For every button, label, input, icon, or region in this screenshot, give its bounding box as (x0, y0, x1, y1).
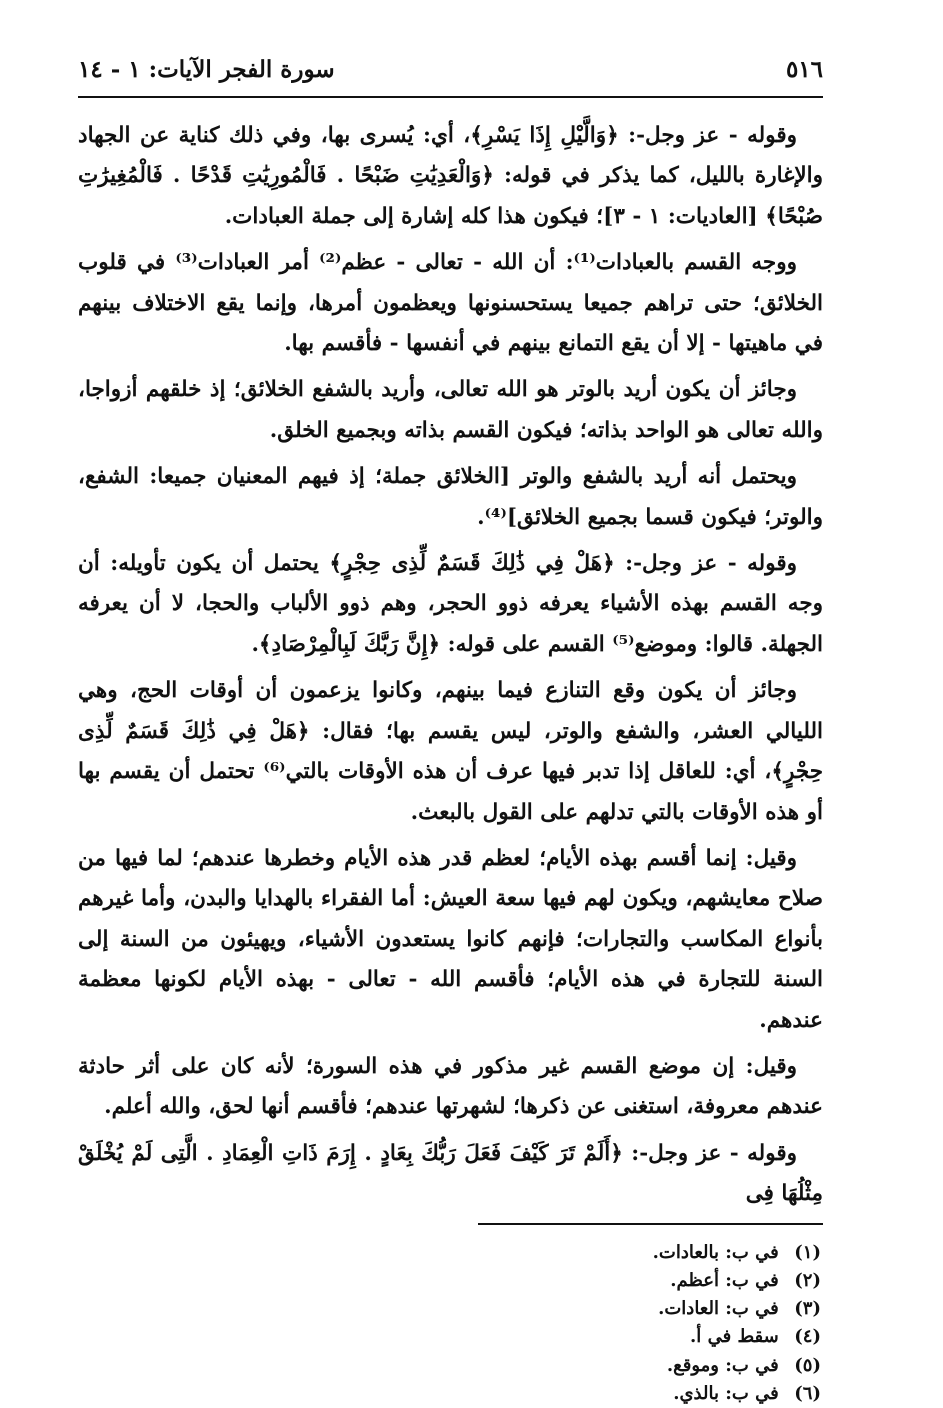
footnote-item (78, 1323, 821, 1351)
footnote-text: في ب: بالعادات. (652, 1241, 779, 1263)
paragraph: وقيل: إنما أقسم بهذه الأيام؛ لعظم قدر هذه الأيام وخطرها عندهم؛ لما فيها من صلاح معايشهم، ويكون لهم فيها سعة العيش: أما الفقراء بالهدايا والبدن، وأما غيرهم بأنواع المكاسب والتجارات؛ فإنهم كانوا يستعدون الأشياء، ويهيئون من السنة إلى السنة للتجارة في هذه الأيام؛ فأقسم الله - تعالى - بهذه الأيام لكونها معظمة عندهم. (78, 845, 823, 1033)
footnote-number: (٥) (794, 1354, 821, 1376)
paragraph: ووجه القسم بالعبادات⁽¹⁾: أن الله - تعالى - عظم⁽²⁾ أمر العبادات⁽³⁾ في قلوب الخلائق؛ حتى تراهم جميعا يستحسنونها ويعظمون أمرها، وإنما يقع الاختلاف بينهم في ماهيتها - إلا أن يقع التمانع بينهم في أنفسها - فأقسم بها. (78, 250, 823, 357)
footnote-number: (١) (794, 1241, 821, 1263)
footnote-text: سقط في أ. (690, 1326, 779, 1348)
footnote-item (78, 1239, 821, 1267)
footnote-item (78, 1352, 821, 1380)
paragraph: ويحتمل أنه أريد بالشفع والوتر [الخلائق جملة؛ إذ فيهم المعنيان جميعا: الشفع، والوتر؛ فيكون قسما بجميع الخلائق]⁽⁴⁾. (78, 464, 823, 530)
footnote-item (78, 1295, 821, 1323)
paragraph: وقيل: إن موضع القسم غير مذكور في هذه السورة؛ لأنه كان على أثر حادثة عندهم معروفة، استغنى عن ذكرها؛ لشهرتها عندهم؛ فأقسم أنها لحق، والله أعلم. (78, 1053, 823, 1120)
book-page (78, 52, 823, 1405)
footnote-text: في ب: بالذي. (673, 1383, 779, 1405)
footnote-number: (٦) (794, 1383, 821, 1405)
footnote-text: في ب: أعظم. (670, 1269, 779, 1291)
footnote-number: (٣) (794, 1298, 821, 1320)
paragraph: وقوله - عز وجل-: ﴿أَلَمْ تَرَ كَيْفَ فَعَلَ رَبُّكَ بِعَادٍ . إِرَمَ ذَاتِ الْعِمَادِ . الَّتِى لَمْ يُخْلَقْ مِثْلُهَا فِى (78, 1140, 823, 1207)
footnote-number: (٢) (794, 1269, 821, 1291)
paragraph: وقوله - عز وجل-: ﴿هَلْ فِي ذَٰلِكَ قَسَمٌ لِّذِى حِجْرٍ﴾ يحتمل أن يكون تأويله: أن وجه القسم بهذه الأشياء يعرفه ذوو الحجر، وهم ذوو الألباب والحجا، لا أن يعرفه الجهلة. قالوا: وموضع⁽⁵⁾ القسم على قوله: ﴿إِنَّ رَبَّكَ لَبِالْمِرْصَادِ﴾. (78, 551, 823, 657)
footnote-text: في ب: العادات. (658, 1298, 779, 1320)
main-text (78, 116, 823, 1215)
footnote-item (78, 1380, 821, 1408)
page-number: ٥١٦ (785, 56, 823, 83)
paragraph: وجائز أن يكون وقع التنازع فيما بينهم، وكانوا يزعمون أن أوقات الحج، وهي الليالي العشر، والشفع والوتر، ليس يقسم بها؛ فقال: ﴿هَلْ فِي ذَٰلِكَ قَسَمٌ لِّذِى حِجْرٍ﴾، أي: للعاقل إذا تدبر فيها عرف أن هذه الأوقات بالتي⁽⁶⁾ تحتمل أن يقسم بها أو هذه الأوقات بالتي تدلهم على القول بالبعث. (78, 678, 823, 825)
footnote-item (78, 1267, 821, 1295)
running-title: سورة الفجر الآيات: ١ - ١٤ (78, 56, 335, 83)
footnotes-list (78, 1239, 823, 1408)
page-header (78, 52, 823, 98)
footnote-text: في ب: وموقع. (666, 1354, 779, 1376)
footnote-number: (٤) (794, 1326, 821, 1348)
paragraph: وقوله - عز وجل-: ﴿وَالَّيْلِ إِذَا يَسْرِ﴾، أي: يُسرى بها، وفي ذلك كناية عن الجهاد والإغارة بالليل، كما يذكر في قوله: ﴿وَالْعَدِيَٰتِ ضَبْحًا . فَالْمُورِيَٰتِ قَدْحًا . فَالْمُغِيرَٰتِ صُبْحًا﴾ [العاديات: ١ - ٣]؛ فيكون هذا كله إشارة إلى جملة العبادات. (78, 123, 823, 229)
paragraph: وجائز أن يكون أريد بالوتر هو الله تعالى، وأريد بالشفع الخلائق؛ إذ خلقهم أزواجا، والله تعالى هو الواحد بذاته؛ فيكون القسم بذاته وبجميع الخلق. (78, 377, 823, 443)
footnote-divider (478, 1223, 823, 1225)
